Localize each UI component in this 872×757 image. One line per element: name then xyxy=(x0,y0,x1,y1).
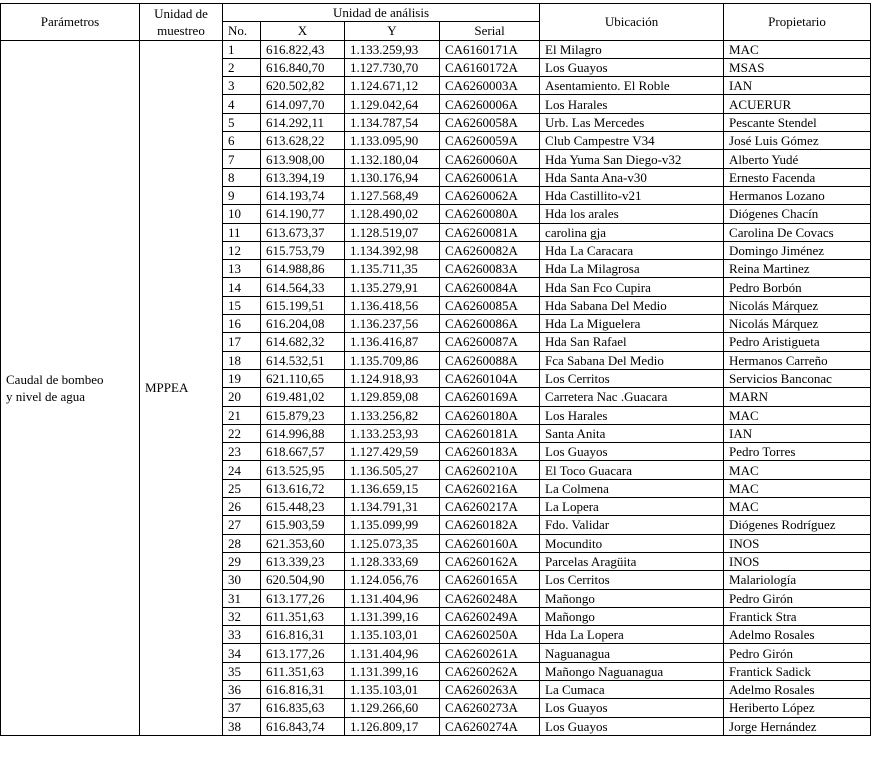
cell-serial: CA6260250A xyxy=(440,626,540,644)
cell-ubicacion: Carretera Nac .Guacara xyxy=(540,388,724,406)
parametro-cell xyxy=(1,40,140,735)
cell-ubicacion: Hda Yuma San Diego-v32 xyxy=(540,150,724,168)
cell-serial: CA6260183A xyxy=(440,443,540,461)
cell-y: 1.127.730,70 xyxy=(345,58,440,76)
cell-x: 613.177,26 xyxy=(261,644,345,662)
cell-ubicacion: Hda La Miguelera xyxy=(540,315,724,333)
cell-ubicacion: Hda La Lopera xyxy=(540,626,724,644)
cell-no: 5 xyxy=(223,113,261,131)
cell-y: 1.136.416,87 xyxy=(345,333,440,351)
cell-serial: CA6260080A xyxy=(440,205,540,223)
cell-no: 4 xyxy=(223,95,261,113)
cell-serial: CA6260273A xyxy=(440,699,540,717)
cell-propietario: Frantick Stra xyxy=(724,607,871,625)
cell-propietario: Carolina De Covacs xyxy=(724,223,871,241)
cell-no: 11 xyxy=(223,223,261,241)
wells-table xyxy=(0,3,871,736)
cell-y: 1.131.404,96 xyxy=(345,644,440,662)
cell-y: 1.129.859,08 xyxy=(345,388,440,406)
cell-x: 614.564,33 xyxy=(261,278,345,296)
cell-x: 613.908,00 xyxy=(261,150,345,168)
header-y: Y xyxy=(345,22,440,40)
cell-x: 613.525,95 xyxy=(261,461,345,479)
cell-propietario: Diógenes Rodríguez xyxy=(724,516,871,534)
cell-y: 1.135.279,91 xyxy=(345,278,440,296)
cell-y: 1.135.103,01 xyxy=(345,626,440,644)
cell-serial: CA6160171A xyxy=(440,40,540,58)
cell-ubicacion: Los Harales xyxy=(540,406,724,424)
cell-x: 613.616,72 xyxy=(261,479,345,497)
cell-serial: CA6260216A xyxy=(440,479,540,497)
cell-y: 1.133.259,93 xyxy=(345,40,440,58)
cell-ubicacion: Fca Sabana Del Medio xyxy=(540,351,724,369)
cell-ubicacion: Mañongo xyxy=(540,607,724,625)
cell-propietario: Ernesto Facenda xyxy=(724,168,871,186)
cell-no: 10 xyxy=(223,205,261,223)
cell-y: 1.135.099,99 xyxy=(345,516,440,534)
cell-no: 1 xyxy=(223,40,261,58)
parametro-line1: Caudal de bombeo xyxy=(6,371,104,387)
cell-propietario: INOS xyxy=(724,552,871,570)
cell-ubicacion: carolina gja xyxy=(540,223,724,241)
cell-serial: CA6260086A xyxy=(440,315,540,333)
cell-x: 613.339,23 xyxy=(261,552,345,570)
cell-x: 614.996,88 xyxy=(261,424,345,442)
cell-ubicacion: Hda San Rafael xyxy=(540,333,724,351)
cell-ubicacion: Hda Santa Ana-v30 xyxy=(540,168,724,186)
cell-propietario: Pedro Torres xyxy=(724,443,871,461)
cell-x: 611.351,63 xyxy=(261,607,345,625)
cell-propietario: Hermanos Carreño xyxy=(724,351,871,369)
cell-y: 1.124.671,12 xyxy=(345,77,440,95)
cell-y: 1.125.073,35 xyxy=(345,534,440,552)
cell-no: 15 xyxy=(223,296,261,314)
cell-y: 1.127.429,59 xyxy=(345,443,440,461)
cell-x: 615.753,79 xyxy=(261,241,345,259)
cell-ubicacion: Mañongo xyxy=(540,589,724,607)
cell-serial: CA6260181A xyxy=(440,424,540,442)
cell-ubicacion: Parcelas Aragüita xyxy=(540,552,724,570)
cell-ubicacion: Club Campestre V34 xyxy=(540,132,724,150)
cell-x: 616.816,31 xyxy=(261,626,345,644)
cell-propietario: Adelmo Rosales xyxy=(724,680,871,698)
table-row xyxy=(1,40,871,58)
cell-y: 1.128.333,69 xyxy=(345,552,440,570)
cell-propietario: INOS xyxy=(724,534,871,552)
cell-x: 611.351,63 xyxy=(261,662,345,680)
cell-serial: CA6260217A xyxy=(440,498,540,516)
cell-ubicacion: Hda La Caracara xyxy=(540,241,724,259)
cell-serial: CA6260162A xyxy=(440,552,540,570)
cell-y: 1.133.256,82 xyxy=(345,406,440,424)
cell-y: 1.136.418,56 xyxy=(345,296,440,314)
cell-propietario: MAC xyxy=(724,406,871,424)
cell-propietario: Heriberto López xyxy=(724,699,871,717)
cell-x: 616.835,63 xyxy=(261,699,345,717)
cell-serial: CA6260249A xyxy=(440,607,540,625)
header-x: X xyxy=(261,22,345,40)
cell-ubicacion: Los Guayos xyxy=(540,699,724,717)
cell-y: 1.132.180,04 xyxy=(345,150,440,168)
cell-y: 1.126.809,17 xyxy=(345,717,440,735)
cell-x: 615.903,59 xyxy=(261,516,345,534)
header-propietario: Propietario xyxy=(724,4,871,41)
cell-no: 8 xyxy=(223,168,261,186)
header-unidad-muestreo-line2: muestreo xyxy=(157,22,205,38)
cell-x: 616.204,08 xyxy=(261,315,345,333)
cell-x: 620.502,82 xyxy=(261,77,345,95)
cell-no: 31 xyxy=(223,589,261,607)
cell-serial: CA6260104A xyxy=(440,369,540,387)
cell-propietario: Hermanos Lozano xyxy=(724,186,871,204)
cell-x: 615.879,23 xyxy=(261,406,345,424)
cell-x: 614.097,70 xyxy=(261,95,345,113)
cell-y: 1.131.404,96 xyxy=(345,589,440,607)
cell-serial: CA6260084A xyxy=(440,278,540,296)
cell-serial: CA6260060A xyxy=(440,150,540,168)
cell-propietario: Jorge Hernández xyxy=(724,717,871,735)
cell-serial: CA6260182A xyxy=(440,516,540,534)
cell-no: 12 xyxy=(223,241,261,259)
cell-serial: CA6260262A xyxy=(440,662,540,680)
cell-no: 18 xyxy=(223,351,261,369)
cell-ubicacion: Los Guayos xyxy=(540,717,724,735)
cell-y: 1.128.519,07 xyxy=(345,223,440,241)
cell-y: 1.129.042,64 xyxy=(345,95,440,113)
header-parametros: Parámetros xyxy=(1,4,140,41)
cell-y: 1.133.095,90 xyxy=(345,132,440,150)
cell-y: 1.131.399,16 xyxy=(345,662,440,680)
cell-y: 1.136.237,56 xyxy=(345,315,440,333)
cell-propietario: Nicolás Márquez xyxy=(724,315,871,333)
cell-propietario: MAC xyxy=(724,498,871,516)
cell-y: 1.128.490,02 xyxy=(345,205,440,223)
cell-no: 17 xyxy=(223,333,261,351)
header-serial: Serial xyxy=(440,22,540,40)
cell-y: 1.134.392,98 xyxy=(345,241,440,259)
cell-ubicacion: Fdo. Validar xyxy=(540,516,724,534)
cell-ubicacion: Hda los arales xyxy=(540,205,724,223)
cell-serial: CA6260210A xyxy=(440,461,540,479)
cell-serial: CA6260059A xyxy=(440,132,540,150)
cell-y: 1.133.253,93 xyxy=(345,424,440,442)
cell-propietario: Pedro Girón xyxy=(724,589,871,607)
cell-y: 1.136.505,27 xyxy=(345,461,440,479)
cell-no: 32 xyxy=(223,607,261,625)
cell-propietario: MAC xyxy=(724,479,871,497)
cell-no: 9 xyxy=(223,186,261,204)
cell-propietario: MSAS xyxy=(724,58,871,76)
header-unidad-muestreo xyxy=(140,4,223,41)
cell-serial: CA6260082A xyxy=(440,241,540,259)
cell-x: 613.394,19 xyxy=(261,168,345,186)
cell-propietario: José Luis Gómez xyxy=(724,132,871,150)
cell-propietario: Diógenes Chacín xyxy=(724,205,871,223)
cell-x: 620.504,90 xyxy=(261,571,345,589)
cell-x: 616.840,70 xyxy=(261,58,345,76)
header-ubicacion: Ubicación xyxy=(540,4,724,41)
cell-y: 1.124.918,93 xyxy=(345,369,440,387)
cell-no: 30 xyxy=(223,571,261,589)
header-unidad-analisis: Unidad de análisis xyxy=(223,4,540,22)
cell-x: 616.816,31 xyxy=(261,680,345,698)
cell-serial: CA6260248A xyxy=(440,589,540,607)
cell-y: 1.129.266,60 xyxy=(345,699,440,717)
cell-serial: CA6260160A xyxy=(440,534,540,552)
cell-propietario: Pedro Aristigueta xyxy=(724,333,871,351)
cell-propietario: MAC xyxy=(724,461,871,479)
cell-ubicacion: Los Cerritos xyxy=(540,571,724,589)
cell-y: 1.135.103,01 xyxy=(345,680,440,698)
cell-serial: CA6260006A xyxy=(440,95,540,113)
cell-x: 614.532,51 xyxy=(261,351,345,369)
header-row-1 xyxy=(1,4,871,22)
cell-propietario: Domingo Jiménez xyxy=(724,241,871,259)
cell-no: 20 xyxy=(223,388,261,406)
cell-propietario: Reina Martinez xyxy=(724,260,871,278)
cell-x: 621.110,65 xyxy=(261,369,345,387)
cell-ubicacion: El Toco Guacara xyxy=(540,461,724,479)
cell-y: 1.124.056,76 xyxy=(345,571,440,589)
cell-serial: CA6260169A xyxy=(440,388,540,406)
cell-propietario: Nicolás Márquez xyxy=(724,296,871,314)
cell-ubicacion: Los Harales xyxy=(540,95,724,113)
cell-no: 6 xyxy=(223,132,261,150)
cell-serial: CA6260061A xyxy=(440,168,540,186)
cell-x: 614.193,74 xyxy=(261,186,345,204)
cell-x: 615.448,23 xyxy=(261,498,345,516)
cell-ubicacion: Naguanagua xyxy=(540,644,724,662)
cell-no: 22 xyxy=(223,424,261,442)
cell-ubicacion: Los Cerritos xyxy=(540,369,724,387)
cell-no: 21 xyxy=(223,406,261,424)
cell-ubicacion: Hda Castillito-v21 xyxy=(540,186,724,204)
cell-propietario: MAC xyxy=(724,40,871,58)
cell-propietario: Malariología xyxy=(724,571,871,589)
cell-no: 33 xyxy=(223,626,261,644)
cell-ubicacion: Mañongo Naguanagua xyxy=(540,662,724,680)
cell-x: 616.843,74 xyxy=(261,717,345,735)
header-no: No. xyxy=(223,22,261,40)
cell-no: 36 xyxy=(223,680,261,698)
cell-serial: CA6260062A xyxy=(440,186,540,204)
cell-ubicacion: La Cumaca xyxy=(540,680,724,698)
cell-x: 614.682,32 xyxy=(261,333,345,351)
cell-no: 27 xyxy=(223,516,261,534)
cell-serial: CA6260165A xyxy=(440,571,540,589)
cell-no: 13 xyxy=(223,260,261,278)
cell-propietario: ACUERUR xyxy=(724,95,871,113)
cell-ubicacion: Los Guayos xyxy=(540,443,724,461)
cell-x: 614.190,77 xyxy=(261,205,345,223)
cell-no: 23 xyxy=(223,443,261,461)
cell-x: 616.822,43 xyxy=(261,40,345,58)
cell-ubicacion: La Lopera xyxy=(540,498,724,516)
cell-ubicacion: Santa Anita xyxy=(540,424,724,442)
cell-no: 28 xyxy=(223,534,261,552)
cell-serial: CA6260083A xyxy=(440,260,540,278)
cell-no: 37 xyxy=(223,699,261,717)
cell-no: 25 xyxy=(223,479,261,497)
cell-ubicacion: Urb. Las Mercedes xyxy=(540,113,724,131)
cell-no: 14 xyxy=(223,278,261,296)
cell-propietario: IAN xyxy=(724,424,871,442)
cell-y: 1.135.709,86 xyxy=(345,351,440,369)
cell-ubicacion: Mocundito xyxy=(540,534,724,552)
cell-serial: CA6260081A xyxy=(440,223,540,241)
cell-propietario: IAN xyxy=(724,77,871,95)
cell-no: 26 xyxy=(223,498,261,516)
cell-serial: CA6260058A xyxy=(440,113,540,131)
cell-serial: CA6260085A xyxy=(440,296,540,314)
cell-no: 24 xyxy=(223,461,261,479)
cell-x: 621.353,60 xyxy=(261,534,345,552)
cell-y: 1.136.659,15 xyxy=(345,479,440,497)
cell-propietario: MARN xyxy=(724,388,871,406)
cell-no: 2 xyxy=(223,58,261,76)
cell-serial: CA6160172A xyxy=(440,58,540,76)
cell-propietario: Pedro Girón xyxy=(724,644,871,662)
cell-no: 19 xyxy=(223,369,261,387)
cell-x: 613.177,26 xyxy=(261,589,345,607)
cell-serial: CA6260003A xyxy=(440,77,540,95)
cell-no: 16 xyxy=(223,315,261,333)
cell-ubicacion: El Milagro xyxy=(540,40,724,58)
cell-y: 1.131.399,16 xyxy=(345,607,440,625)
cell-no: 35 xyxy=(223,662,261,680)
cell-x: 613.673,37 xyxy=(261,223,345,241)
cell-serial: CA6260088A xyxy=(440,351,540,369)
cell-y: 1.134.787,54 xyxy=(345,113,440,131)
parametro-line2: y nivel de agua xyxy=(6,388,86,404)
cell-x: 619.481,02 xyxy=(261,388,345,406)
cell-propietario: Pescante Stendel xyxy=(724,113,871,131)
cell-y: 1.130.176,94 xyxy=(345,168,440,186)
cell-ubicacion: Hda La Milagrosa xyxy=(540,260,724,278)
cell-serial: CA6260261A xyxy=(440,644,540,662)
cell-no: 29 xyxy=(223,552,261,570)
cell-no: 3 xyxy=(223,77,261,95)
cell-x: 618.667,57 xyxy=(261,443,345,461)
cell-serial: CA6260274A xyxy=(440,717,540,735)
cell-ubicacion: Asentamiento. El Roble xyxy=(540,77,724,95)
cell-x: 613.628,22 xyxy=(261,132,345,150)
unidad-cell: MPPEA xyxy=(140,40,223,735)
cell-ubicacion: Los Guayos xyxy=(540,58,724,76)
cell-propietario: Adelmo Rosales xyxy=(724,626,871,644)
cell-y: 1.134.791,31 xyxy=(345,498,440,516)
cell-propietario: Alberto Yudé xyxy=(724,150,871,168)
cell-x: 614.292,11 xyxy=(261,113,345,131)
table-body xyxy=(1,40,871,735)
cell-serial: CA6260180A xyxy=(440,406,540,424)
cell-propietario: Frantick Sadick xyxy=(724,662,871,680)
cell-serial: CA6260087A xyxy=(440,333,540,351)
cell-propietario: Pedro Borbón xyxy=(724,278,871,296)
cell-no: 38 xyxy=(223,717,261,735)
cell-ubicacion: Hda Sabana Del Medio xyxy=(540,296,724,314)
cell-y: 1.127.568,49 xyxy=(345,186,440,204)
cell-x: 615.199,51 xyxy=(261,296,345,314)
cell-x: 614.988,86 xyxy=(261,260,345,278)
cell-no: 34 xyxy=(223,644,261,662)
cell-ubicacion: Hda San Fco Cupira xyxy=(540,278,724,296)
cell-propietario: Servicios Banconac xyxy=(724,369,871,387)
cell-y: 1.135.711,35 xyxy=(345,260,440,278)
header-unidad-muestreo-line1: Unidad de xyxy=(154,5,208,21)
cell-serial: CA6260263A xyxy=(440,680,540,698)
cell-no: 7 xyxy=(223,150,261,168)
cell-ubicacion: La Colmena xyxy=(540,479,724,497)
